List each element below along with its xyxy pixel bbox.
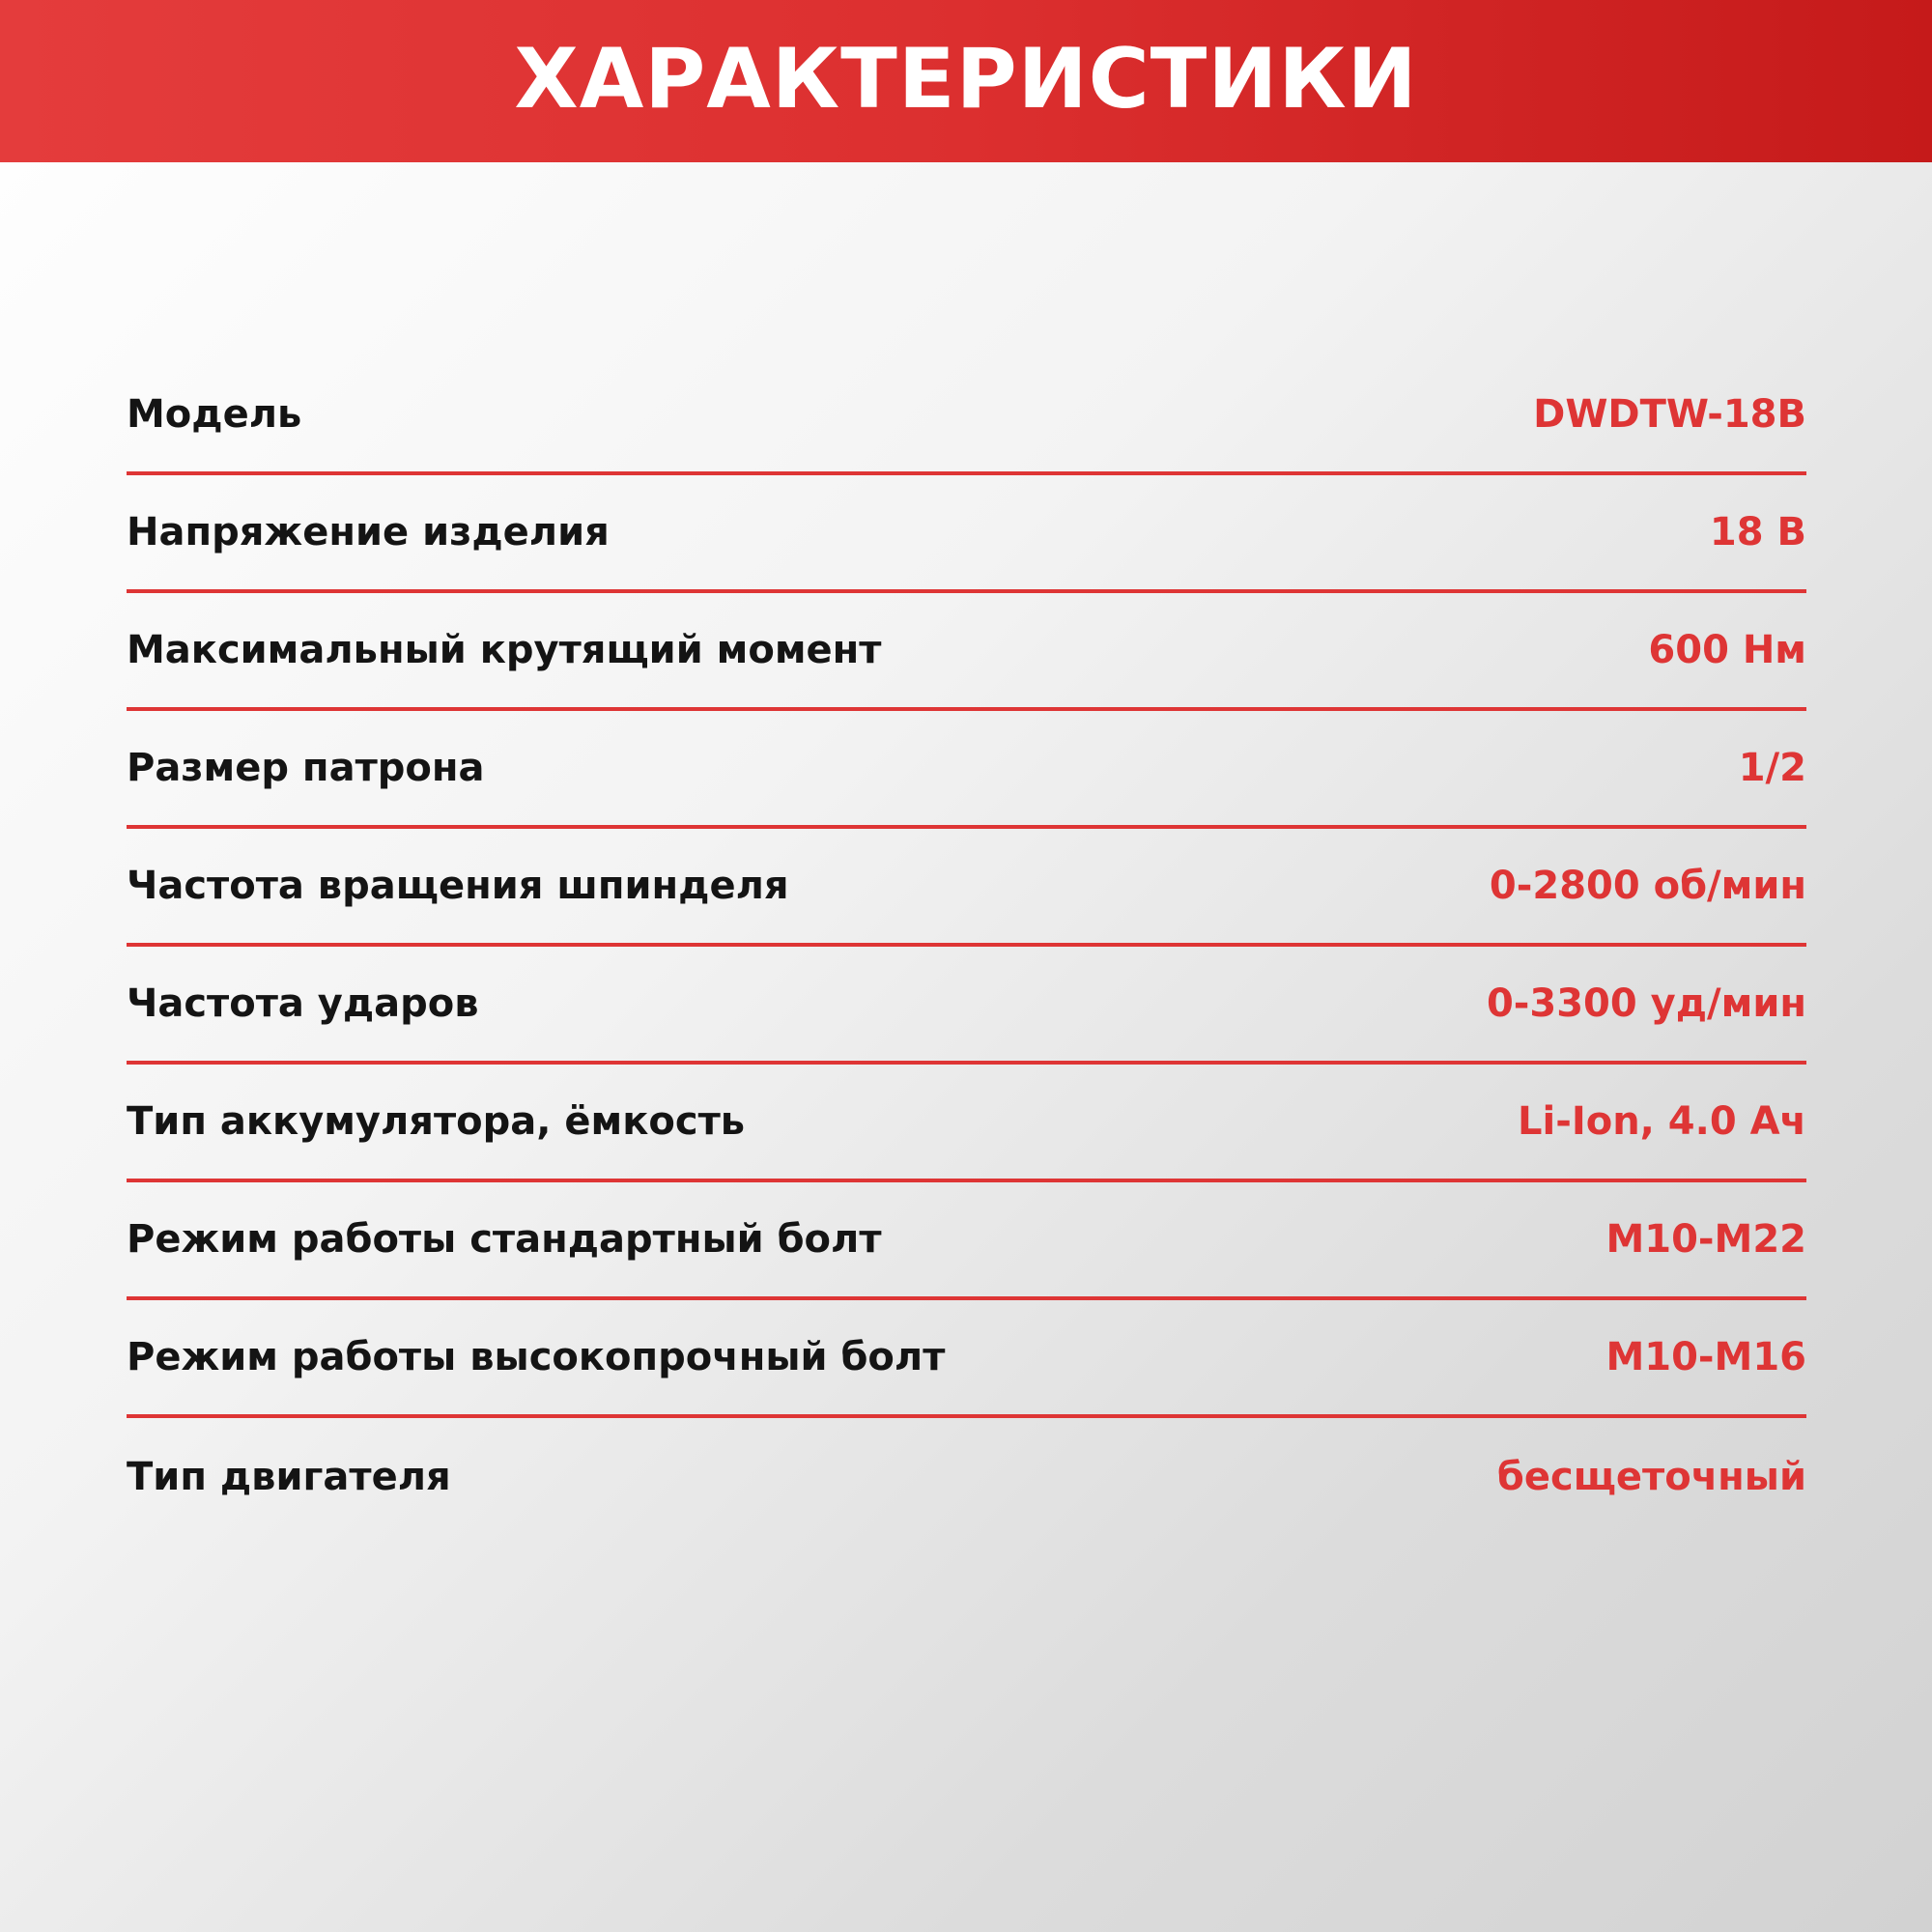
page-title: ХАРАКТЕРИСТИКИ: [514, 31, 1418, 128]
spec-value: DWDTW-18B: [1533, 392, 1806, 437]
spec-value: 18 В: [1709, 510, 1806, 554]
spec-row-standard-bolt: [127, 1182, 1806, 1300]
spec-label: Размер патрона: [127, 746, 485, 790]
spec-value: М10-М16: [1605, 1335, 1806, 1379]
spec-label: Тип двигателя: [127, 1455, 451, 1499]
spec-label: Частота вращения шпинделя: [127, 864, 789, 908]
spec-label: Максимальный крутящий момент: [127, 628, 882, 672]
spec-value: 1/2: [1738, 746, 1806, 790]
spec-value: Li-Ion, 4.0 Ач: [1518, 1099, 1806, 1144]
specs-table: [127, 357, 1806, 1536]
spec-row-high-strength-bolt: [127, 1300, 1806, 1418]
spec-label: Частота ударов: [127, 981, 479, 1026]
spec-row-chuck-size: [127, 711, 1806, 829]
header-banner: [0, 0, 1932, 162]
spec-value: 0-2800 об/мин: [1489, 864, 1806, 908]
spec-label: Режим работы стандартный болт: [127, 1217, 882, 1262]
spec-row-impact-rate: [127, 947, 1806, 1065]
spec-label: Тип аккумулятора, ёмкость: [127, 1099, 746, 1144]
spec-value: 0-3300 уд/мин: [1486, 981, 1806, 1026]
spec-row-spindle-speed: [127, 829, 1806, 947]
spec-value: бесщеточный: [1496, 1455, 1806, 1499]
spec-value: 600 Нм: [1648, 628, 1806, 672]
spec-row-motor-type: [127, 1418, 1806, 1536]
spec-label: Напряжение изделия: [127, 510, 610, 554]
spec-row-torque: [127, 593, 1806, 711]
spec-row-model: [127, 357, 1806, 475]
spec-label: Модель: [127, 392, 302, 437]
spec-row-voltage: [127, 475, 1806, 593]
spec-value: М10-М22: [1605, 1217, 1806, 1262]
spec-row-battery: [127, 1065, 1806, 1182]
spec-label: Режим работы высокопрочный болт: [127, 1335, 946, 1379]
